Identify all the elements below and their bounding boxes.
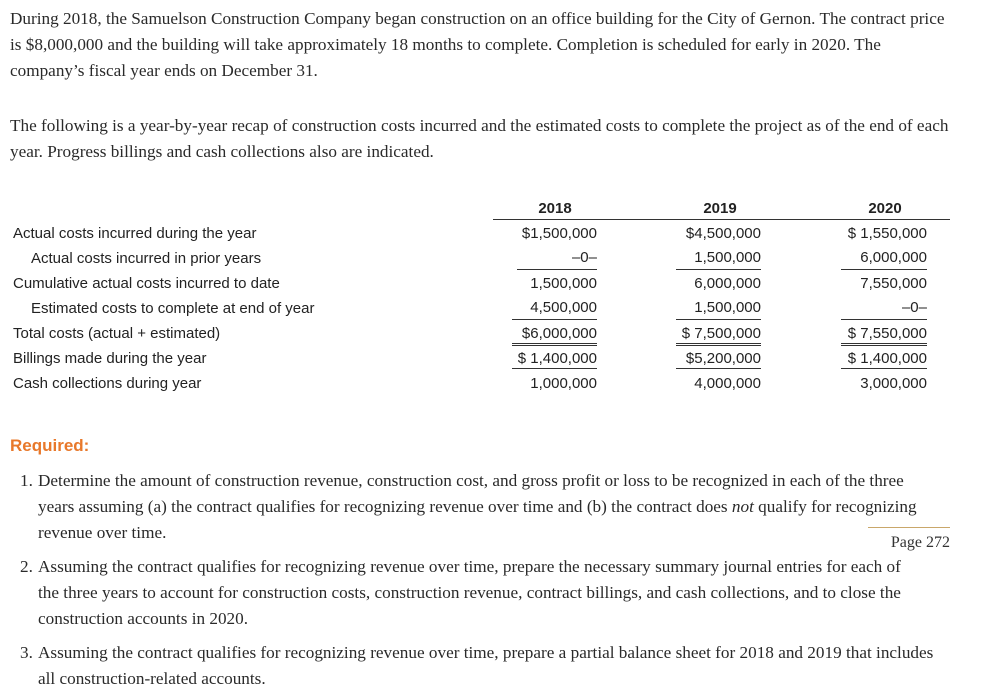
cell-2020: $ 1,550,000: [847, 225, 927, 242]
cell-2019: $5,200,000: [685, 350, 761, 367]
requirement-item: [20, 554, 920, 632]
double-rule: [676, 343, 761, 344]
cell-2019: 6,000,000: [694, 275, 761, 292]
cell-2019: 1,500,000: [676, 296, 761, 320]
requirement-item: [20, 468, 940, 546]
cell-2020: 3,000,000: [860, 375, 927, 392]
item-text: Assuming the contract qualifies for recognizing revenue over time, prepare the necessary summary journal entries for each of the three years to account for construction costs, construction revenue, contract billings, and cash collections, and to close the construction accounts in 2020.: [38, 557, 901, 628]
item-number: 3.: [20, 643, 33, 662]
column-header-2020: 2020: [868, 200, 902, 217]
table-row: [0, 371, 989, 396]
cell-2020: –0–: [841, 296, 927, 320]
page-reference: Page 272: [868, 527, 950, 557]
row-label: Billings made during the year: [13, 350, 207, 367]
row-label: Actual costs incurred in prior years: [31, 250, 262, 267]
cell-2018: $1,500,000: [521, 225, 597, 242]
recap-paragraph: The following is a year-by-year recap of construction costs incurred and the estimated costs to complete the project as of the end of each year. Progress billings and cash collections also are indicated.: [10, 116, 949, 161]
double-rule: [841, 343, 927, 344]
item-number: 2.: [20, 557, 33, 576]
table-row: [0, 271, 989, 296]
cell-2018: $ 1,400,000: [517, 350, 597, 367]
billing-rule: [676, 368, 761, 369]
header-rule: [493, 219, 950, 220]
cell-2020: $ 1,400,000: [847, 350, 927, 367]
cell-2020: $ 7,550,000: [847, 325, 927, 342]
item-number: 1.: [20, 471, 33, 490]
double-rule: [512, 343, 597, 344]
billing-rule: [841, 368, 927, 369]
cell-2019: 1,500,000: [676, 246, 761, 270]
billing-rule: [512, 368, 597, 369]
requirement-item: [20, 640, 940, 692]
cell-2019: 4,000,000: [694, 375, 761, 392]
cell-2019: $4,500,000: [685, 225, 761, 242]
column-header-2019: 2019: [703, 200, 737, 217]
cell-2020: 7,550,000: [860, 275, 927, 292]
table-row: [0, 296, 989, 321]
table-header-row: [0, 196, 989, 221]
row-label: Cash collections during year: [13, 375, 202, 392]
row-label: Total costs (actual + estimated): [13, 325, 221, 342]
intro-paragraph: During 2018, the Samuelson Construction Company began construction on an office building for the City of Gernon. The contract price is $8,000,000 and the building will take approximately 18 months to complete. Completion is scheduled for early in 2020. The company’s fiscal year ends on December 31.: [10, 9, 945, 80]
cell-2019: $ 7,500,000: [681, 325, 761, 342]
cell-2020: 6,000,000: [841, 246, 927, 270]
item-text: Determine the amount of construction revenue, construction cost, and gross profit or loss to be recognized in each of the three years assuming (a) the contract qualifies for recognizing revenue over time and (b) the contract does not qualify for recognizing revenue over time.: [38, 471, 917, 542]
column-header-2018: 2018: [538, 200, 572, 217]
row-label: Cumulative actual costs incurred to date: [13, 275, 280, 292]
cell-2018: $6,000,000: [521, 325, 597, 342]
cell-2018: 1,000,000: [530, 375, 597, 392]
required-heading: Required:: [10, 436, 90, 455]
cell-2018: 1,500,000: [530, 275, 597, 292]
row-label: Estimated costs to complete at end of year: [31, 300, 315, 317]
row-label: Actual costs incurred during the year: [13, 225, 257, 242]
item-text: Assuming the contract qualifies for recognizing revenue over time, prepare a partial balance sheet for 2018 and 2019 that includes all construction-related accounts.: [38, 643, 934, 688]
table-row: [0, 246, 989, 271]
cell-2018: 4,500,000: [512, 296, 597, 320]
cell-2018: –0–: [517, 246, 597, 270]
table-row: [0, 221, 989, 246]
